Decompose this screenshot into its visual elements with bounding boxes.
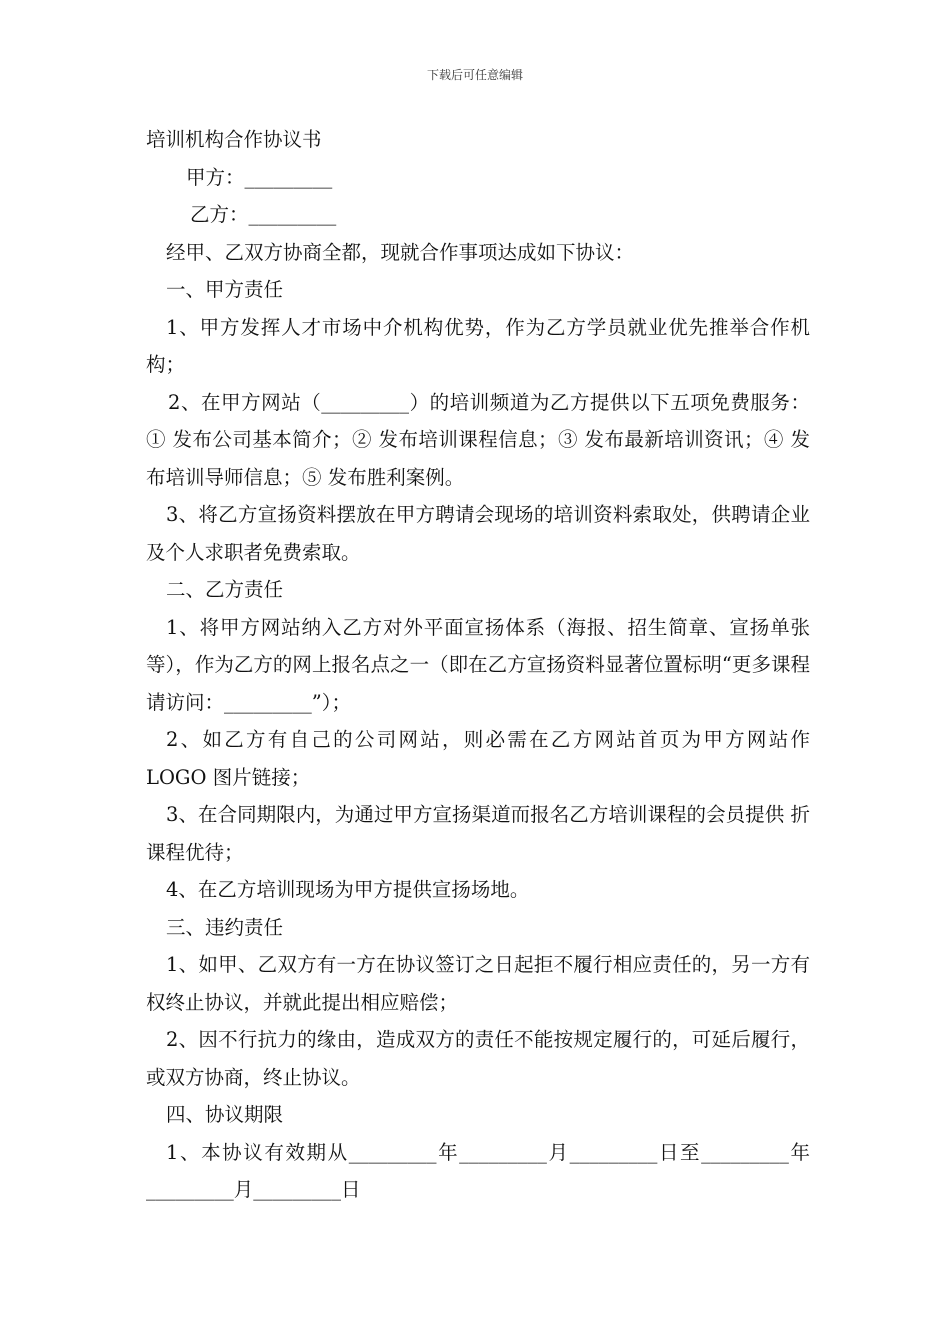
section2-item-4: 4、在乙方培训现场为甲方提供宣扬场地。 [166, 878, 530, 901]
section3-item-1: 1、如甲、乙双方有一方在协议签订之日起拒不履行相应责任的，另一方有权终止协议，并就此提出相应赔偿； [146, 953, 810, 1014]
intro-paragraph: 经甲、乙双方协商全都，现就合作事项达成如下协议： [166, 240, 635, 264]
section2-heading: 二、乙方责任 [166, 578, 284, 601]
section4-heading: 四、协议期限 [166, 1103, 284, 1126]
page-header-note: 下载后可任意编辑 [426, 68, 523, 82]
section1-item-3: 3、将乙方宣扬资料摆放在甲方聘请会现场的培训资料索取处，供聘请企业及个人求职者免费索取。 [146, 503, 810, 564]
section4-item-1: 1、本协议有效期从_________年_________月_________日至_________年_________月_________日 [146, 1140, 810, 1201]
document-title: 培训机构合作协议书 [146, 128, 322, 151]
section3-heading: 三、违约责任 [166, 915, 284, 939]
section1-item-1: 1、甲方发挥人才市场中介机构优势，作为乙方学员就业优先推举合作机构； [146, 315, 810, 376]
section2-item-1: 1、将甲方网站纳入乙方对外平面宣扬体系（海报、招生简章、宣扬单张等），作为乙方的网上报名点之一（即在乙方宣扬资料显著位置标明“更多课程请访问：_________”）； [146, 615, 810, 714]
section1-item-2: 2、在甲方网站（_________）的培训频道为乙方提供以下五项免费服务：① 发布公司基本简介；② 发布培训课程信息；③ 发布最新培训资讯；④ 发布培训导师信息；⑤ 发布胜利案例。 [146, 390, 810, 489]
document-body [146, 121, 817, 1209]
party-a-line: 甲方：_________ [186, 165, 333, 189]
section2-item-3: 3、在合同期限内，为通过甲方宣扬渠道而报名乙方培训课程的会员提供 折课程优待； [146, 803, 810, 864]
party-b-line: 乙方：_________ [190, 203, 337, 226]
section2-item-2: 2、如乙方有自己的公司网站，则必需在乙方网站首页为甲方网站作 LOGO 图片链接； [146, 728, 817, 789]
section3-item-2: 2、因不行抗力的缘由，造成双方的责任不能按规定履行的，可延后履行，或双方协商，终止协议。 [146, 1028, 810, 1089]
section1-heading: 一、甲方责任 [166, 278, 284, 301]
